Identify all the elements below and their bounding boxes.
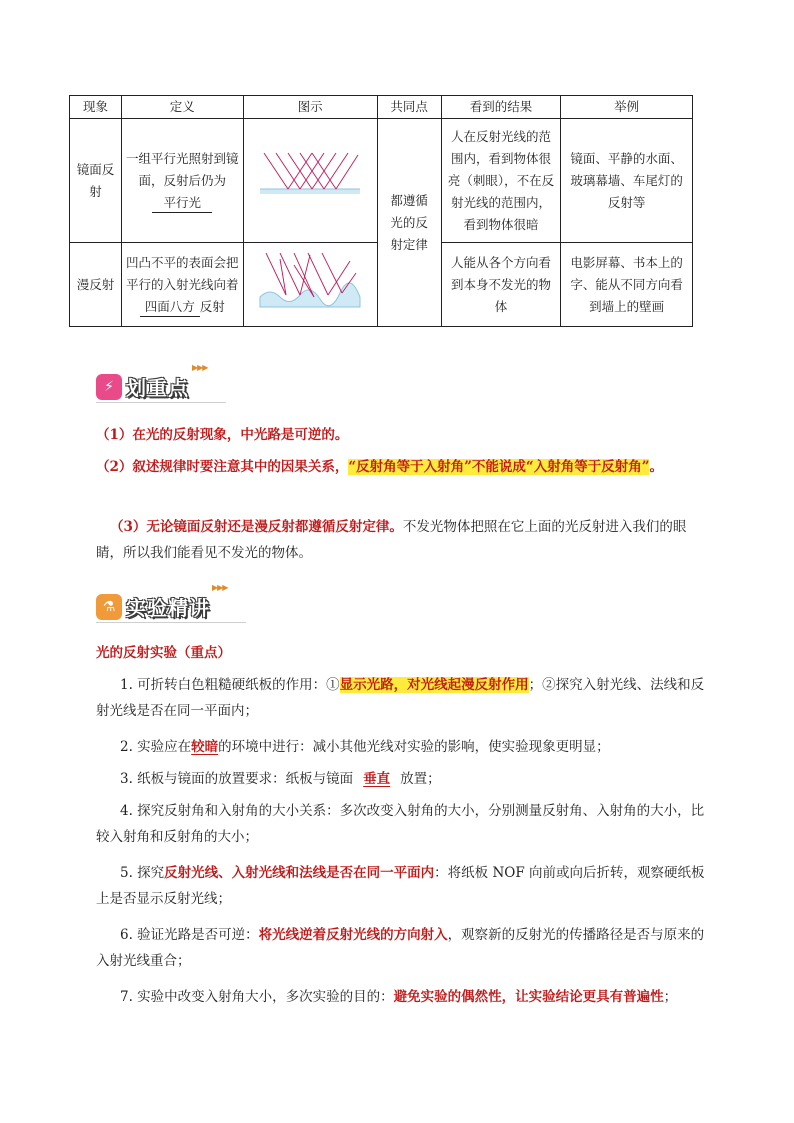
cell-example: 电影屏幕、书本上的字、能从不同方向看到墙上的壁画 [561,243,693,327]
definition-tail: 反射 [199,298,225,314]
experiment-item-6: 6. 验证光路是否可逆：将光线逆着反射光线的方向射入，观察新的反射光的传播路径是否与原来的入射光线重合； [96,927,705,969]
experiment-item-1: 1. 可折转白色粗糙硬纸板的作用：①显示光路，对光线起漫反射作用；②探究入射光线、法线和反射光线是否在同一平面内； [96,677,705,719]
section-title: 实验精讲 [126,596,210,620]
cell-result: 人能从各个方向看到本身不发光的物体 [441,243,561,327]
header-definition: 定义 [121,96,243,119]
flask-icon: ⚗ [96,594,122,620]
cell-common [377,119,441,327]
comparison-table [69,95,693,327]
cell-phenomenon: 漫反射 [70,243,122,327]
cell-definition [121,243,243,327]
cell-example: 镜面、平静的水面、玻璃幕墙、车尾灯的反射等 [561,119,693,243]
experiment-item-3: 3. 纸板与镜面的放置要求：纸板与镜面 垂直 放置； [120,771,441,787]
specular-reflection-diagram [258,145,362,209]
table-row [70,119,693,243]
key-point-2: （2）叙述规律时要注意其中的因果关系，“反射角等于入射角”不能说成“入射角等于反射角”。 [96,459,663,475]
arrow-dots-icon: ▶▶▶ [212,583,228,592]
key-point-1: （1）在光的反射现象，中光路是可逆的。 [96,427,349,443]
definition-text: 一组平行光照射到镜面，反射后仍为 [126,150,239,188]
experiment-item-7: 7. 实验中改变入射角大小，多次实验的目的：避免实验的偶然性，让实验结论更具有普遍性； [120,989,678,1005]
header-result: 看到的结果 [441,96,561,119]
header-diagram: 图示 [243,96,377,119]
cell-diagram [243,119,377,243]
arrow-dots-icon: ▶▶▶ [192,363,208,372]
cell-result: 人在反射光线的范围内，看到物体很亮（刺眼），不在反射光线的范围内，看到物体很暗 [441,119,561,243]
experiment-item-4: 4. 探究反射角和入射角的大小关系：多次改变入射角的大小，分别测量反射角、入射角的大小，比较入射角和反射角的大小； [96,803,705,845]
section-heading-experiment [96,592,210,621]
section-title: 划重点 [126,376,189,400]
lightning-icon: ⚡ [96,374,122,400]
key-point-3: （3）无论镜面反射还是漫反射都遵循反射定律。不发光物体把照在它上面的光反射进入我们的眼睛，所以我们能看见不发光的物体。 [96,519,687,561]
experiment-item-2: 2. 实验应在较暗的环境中进行：减小其他光线对实验的影响，使实验现象更明显； [120,739,610,755]
divider [96,402,226,403]
definition-text: 凹凸不平的表面会把平行的入射光线向着 [126,254,239,292]
cell-diagram [243,243,377,327]
definition-blank: 平行光 [152,194,212,213]
section-heading-key-points [96,372,189,401]
definition-blank: 四面八方 [140,298,200,317]
cell-phenomenon: 镜面反射 [70,119,122,243]
experiment-subtitle: 光的反射实验（重点） [96,645,231,661]
table-header-row [70,96,693,119]
divider [96,622,246,623]
header-phenomenon: 现象 [70,96,122,119]
diffuse-reflection-diagram [258,247,362,315]
header-common: 共同点 [377,96,441,119]
header-example: 举例 [561,96,693,119]
common-text: 都遵循光的反射定律 [390,192,428,252]
experiment-item-5: 5. 探究反射光线、入射光线和法线是否在同一平面内：将纸板 NOF 向前或向后折转，观察硬纸板上是否显示反射光线； [96,865,705,907]
cell-definition [121,119,243,243]
